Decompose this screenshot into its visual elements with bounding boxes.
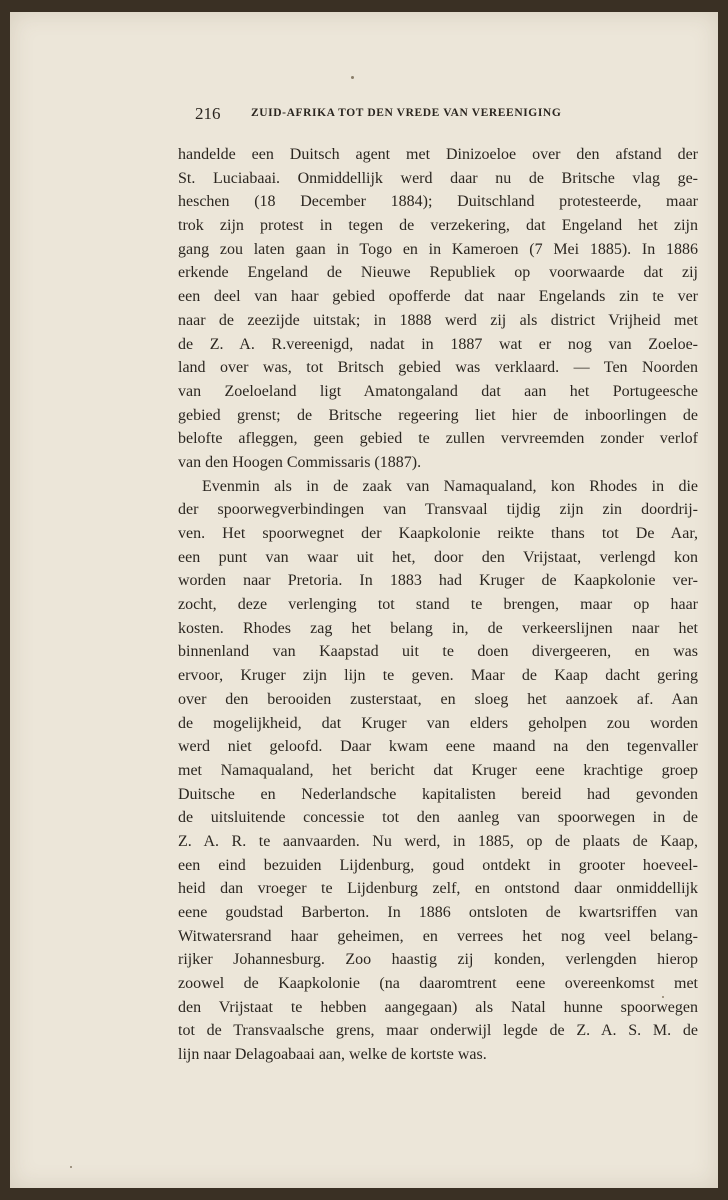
text-line: een eind bezuiden Lijdenburg, goud ontdekt in grooter hoeveel-	[178, 856, 698, 874]
text-line: over den berooiden zusterstaat, en sloeg het aanzoek af. Aan	[178, 690, 698, 708]
paper-speck	[70, 1166, 72, 1168]
text-line: kosten. Rhodes zag het belang in, de verkeerslijnen naar het	[178, 619, 698, 637]
text-line: zoowel de Kaapkolonie (na daaromtrent eene overeenkomst met	[178, 975, 698, 993]
text-line: heschen (18 December 1884); Duitschland protesteerde, maar	[178, 193, 698, 211]
text-line: land over was, tot Britsch gebied was verklaard. — Ten Noorden	[178, 359, 698, 377]
text-line: belofte afleggen, geen gebied te zullen vervreemden zonder verlof	[178, 430, 698, 448]
text-line: naar de zeezijde uitstak; in 1888 werd zij als district Vrijheid met	[178, 311, 698, 329]
text-line: ven. Het spoorwegnet der Kaapkolonie reikte thans tot De Aar,	[178, 525, 698, 542]
paper-speck	[662, 996, 664, 998]
page-number: 216	[195, 104, 221, 123]
text-line: Evenmin als in de zaak van Namaqualand, kon Rhodes in die	[202, 477, 698, 495]
text-line: der spoorwegverbindingen van Transvaal tijdig zijn zin doordrij-	[178, 501, 698, 519]
text-line: werd niet geloofd. Daar kwam eene maand na den tegenvaller	[178, 738, 698, 756]
text-line: de mogelijkheid, dat Kruger van elders geholpen zou worden	[178, 714, 698, 732]
text-line: St. Luciabaai. Onmiddellijk werd daar nu de Britsche vlag ge-	[178, 169, 698, 187]
paragraph-2	[178, 475, 698, 1067]
text-line: erkende Engeland de Nieuwe Republiek op voorwaarde dat zij	[178, 264, 698, 282]
text-line: lijn naar Delagoabaai aan, welke de kortste was.	[178, 1046, 487, 1064]
text-line: van Zoeloeland ligt Amatongaland dat aan het Portugeesche	[178, 382, 698, 400]
text-line: trok zijn protest in tegen de verzekering, dat Engeland het zijn	[178, 217, 698, 235]
text-line: rijker Johannesburg. Zoo haastig zij konden, verlengden hierop	[178, 951, 698, 969]
running-title: ZUID-AFRIKA TOT DEN VREDE VAN VEREENIGING	[251, 107, 562, 119]
text-line: een deel van haar gebied opofferde dat naar Engelands zin te ver	[178, 288, 698, 306]
text-line: eene goudstad Barberton. In 1886 ontsloten de kwartsriffen van	[178, 904, 698, 921]
body-text	[178, 143, 698, 1067]
text-line: Z. A. R. te aanvaarden. Nu werd, in 1885, op de plaats de Kaap,	[178, 832, 698, 850]
paper-speck	[351, 76, 354, 79]
text-line: heid dan vroeger te Lijdenburg zelf, en ontstond daar onmiddellijk	[178, 880, 698, 898]
text-line: zocht, deze verlenging tot stand te brengen, maar op haar	[178, 596, 698, 614]
text-line: ervoor, Kruger zijn lijn te geven. Maar de Kaap dacht gering	[178, 667, 698, 685]
text-line: den Vrijstaat te hebben aangegaan) als Natal hunne spoorwegen	[178, 998, 698, 1016]
text-line: met Namaqualand, het bericht dat Kruger eene krachtige groep	[178, 761, 698, 779]
text-line: Duitsche en Nederlandsche kapitalisten bereid had gevonden	[178, 785, 698, 803]
page-header	[188, 100, 708, 124]
text-line: de Z. A. R.vereenigd, nadat in 1887 wat er nog van Zoeloe-	[178, 335, 698, 353]
text-line: binnenland van Kaapstad uit te doen divergeeren, en was	[178, 643, 698, 661]
text-line: van den Hoogen Commissaris (1887).	[178, 453, 422, 471]
text-line: worden naar Pretoria. In 1883 had Kruger de Kaapkolonie ver-	[178, 572, 698, 590]
text-line: een punt van waar uit het, door den Vrijstaat, verlengd kon	[178, 548, 698, 566]
text-line: tot de Transvaalsche grens, maar onderwijl legde de Z. A. S. M. de	[178, 1022, 698, 1040]
text-line: de uitsluitende concessie tot den aanleg van spoorwegen in de	[178, 809, 698, 827]
paragraph-1	[178, 143, 698, 475]
text-line: Witwatersrand haar geheimen, en verrees het nog veel belang-	[178, 927, 698, 945]
text-line: gebied grenst; de Britsche regeering liet hier de inboorlingen de	[178, 406, 698, 424]
text-line: gang zou laten gaan in Togo en in Kameroen (7 Mei 1885). In 1886	[178, 240, 698, 258]
text-line: handelde een Duitsch agent met Dinizoeloe over den afstand der	[178, 146, 698, 163]
